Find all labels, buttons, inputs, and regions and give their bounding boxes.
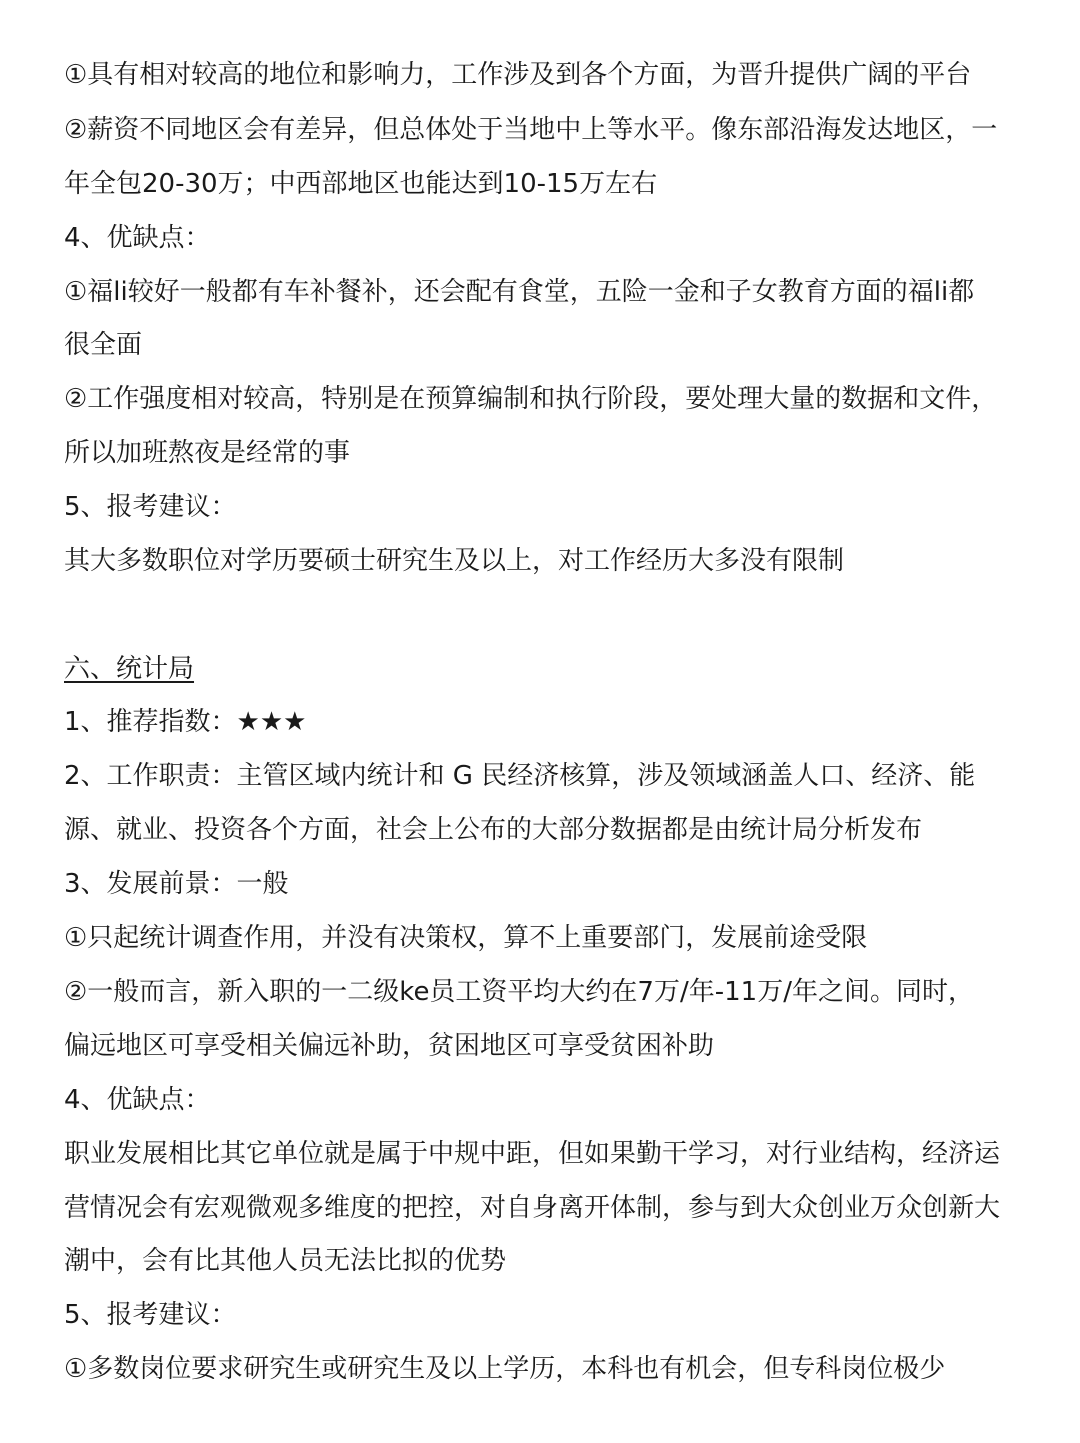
text-line: 2、工作职责：主管区域内统计和 G 民经济核算，涉及领域涵盖人口、经济、能	[64, 761, 976, 791]
text-line: 5、报考建议：	[64, 1300, 237, 1330]
text-line: 其大多数职位对学历要硕士研究生及以上，对工作经历大多没有限制	[64, 546, 845, 576]
text-line: 职业发展相比其它单位就是属于中规中距，但如果勤干学习，对行业结构，经济运	[64, 1139, 1001, 1169]
text-line: ②一般而言，新入职的一二级ke员工资平均大约在7万/年-11万/年之间。同时，	[64, 977, 974, 1007]
text-line: ①具有相对较高的地位和影响力，工作涉及到各个方面，为晋升提供广阔的平台	[64, 60, 972, 90]
text-line: 所以加班熬夜是经常的事	[64, 438, 351, 468]
text-line: 年全包20-30万；中西部地区也能达到10-15万左右	[64, 169, 658, 199]
text-line: ②工作强度相对较高，特别是在预算编制和执行阶段，要处理大量的数据和文件，	[64, 384, 998, 414]
text-line: 偏远地区可享受相关偏远补助，贫困地区可享受贫困补助	[64, 1031, 715, 1061]
text-line: 5、报考建议：	[64, 492, 237, 522]
text-line: 很全面	[64, 330, 143, 360]
text-line: 3、发展前景：一般	[64, 869, 289, 899]
text-line: 源、就业、投资各个方面，社会上公布的大部分数据都是由统计局分析发布	[64, 815, 923, 845]
text-line: 营情况会有宏观微观多维度的把控，对自身离开体制，参与到大众创业万众创新大	[64, 1193, 1001, 1223]
text-line: 4、优缺点：	[64, 1085, 211, 1115]
text-line: 4、优缺点：	[64, 223, 211, 253]
text-line: ②薪资不同地区会有差异，但总体处于当地中上等水平。像东部沿海发达地区，一	[64, 115, 998, 145]
text-line: 1、推荐指数：★★★	[64, 707, 307, 737]
text-line: ①多数岗位要求研究生或研究生及以上学历，本科也有机会，但专科岗位极少	[64, 1354, 946, 1384]
text-line: ①福li较好一般都有车补餐补，还会配有食堂，五险一金和子女教育方面的福li都	[64, 277, 975, 307]
text-line: ①只起统计调查作用，并没有决策权，算不上重要部门，发展前途受限	[64, 923, 868, 953]
section-heading: 六、统计局	[64, 654, 195, 684]
text-line: 潮中，会有比其他人员无法比拟的优势	[64, 1246, 507, 1276]
